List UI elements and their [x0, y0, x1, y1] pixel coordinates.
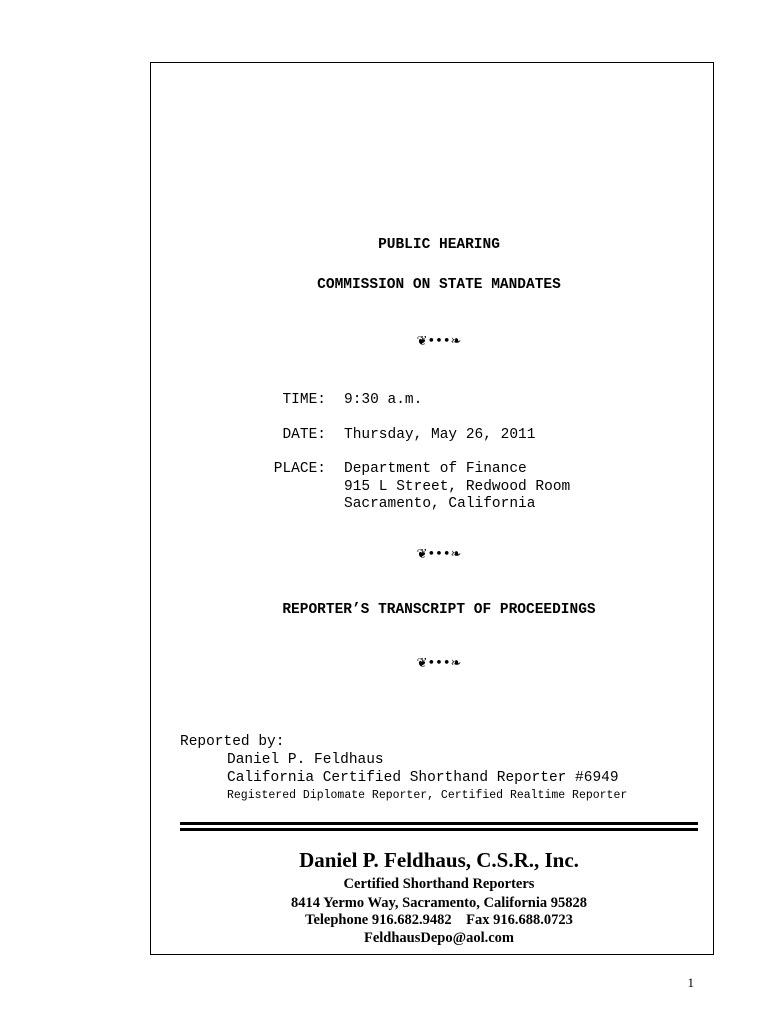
reporter-name: Daniel P. Feldhaus [227, 752, 384, 768]
place-row [0, 461, 770, 521]
time-label: TIME: [282, 392, 326, 408]
divider-rule [180, 828, 698, 831]
divider-rule [180, 822, 698, 825]
reporter-certification: California Certified Shorthand Reporter #6949 [227, 770, 619, 786]
date-value: Thursday, May 26, 2011 [344, 427, 536, 443]
ornament-divider: ❦•••❧ [416, 547, 462, 562]
company-subtitle: Certified Shorthand Reporters [343, 876, 535, 892]
place-value [344, 461, 570, 514]
date-label: DATE: [282, 427, 326, 443]
reporter-designations: Registered Diplomate Reporter, Certified Realtime Reporter [227, 789, 628, 802]
company-phone-fax: Telephone 916.682.9482 Fax 916.688.0723 [305, 912, 573, 928]
date-row [0, 427, 770, 445]
time-value: 9:30 a.m. [344, 392, 423, 408]
place-line: Sacramento, California [344, 496, 536, 512]
place-label: PLACE: [273, 461, 326, 477]
hearing-title: PUBLIC HEARING [378, 237, 500, 253]
page-number: 1 [687, 975, 694, 990]
transcript-title: REPORTER’S TRANSCRIPT OF PROCEEDINGS [282, 602, 596, 618]
company-name: Daniel P. Feldhaus, C.S.R., Inc. [299, 848, 579, 872]
place-line: 915 L Street, Redwood Room [344, 478, 571, 495]
company-email: FeldhausDepo@aol.com [363, 930, 515, 946]
commission-title: COMMISSION ON STATE MANDATES [317, 277, 561, 293]
ornament-divider: ❦•••❧ [416, 656, 462, 671]
reporter-block [180, 733, 627, 805]
reported-by-label: Reported by: [180, 734, 285, 750]
ornament-divider: ❦•••❧ [416, 334, 462, 349]
place-line: Department of Finance [344, 461, 527, 477]
company-address: 8414 Yermo Way, Sacramento, California 95828 [290, 895, 588, 911]
time-row [0, 392, 770, 410]
